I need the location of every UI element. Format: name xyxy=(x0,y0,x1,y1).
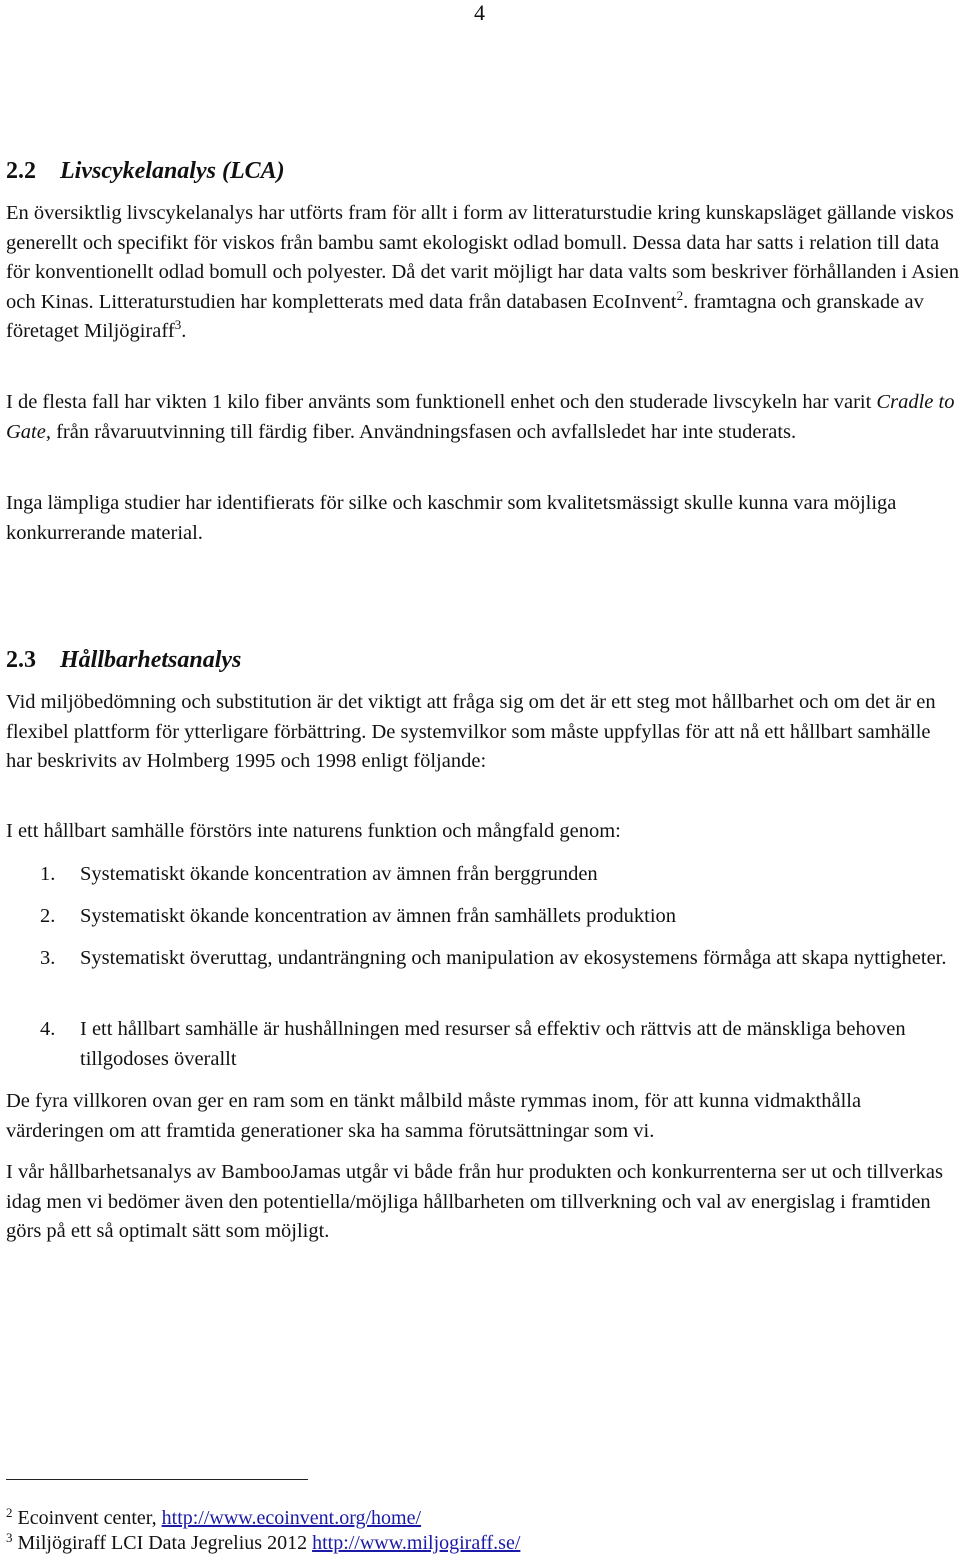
list-item xyxy=(6,1015,960,1074)
section-heading-lca xyxy=(6,156,960,186)
page-number: 4 xyxy=(474,0,485,25)
list-marker: 2. xyxy=(40,905,56,927)
list-text: I ett hållbart samhälle är hushållningen med resurser så effektiv och rättvis att de mänskliga behoven tillgodoses överallt xyxy=(80,1018,906,1070)
paragraph-text: I vår hållbarhetsanalys av BambooJamas utgår vi både från hur produkten och konkurrenterna ser ut och tillverkas idag men vi bedömer även den potentiella/möjliga hållbarheten om tillverkning och val av energislag i framtiden görs på ett så optimalt sätt som möjligt. xyxy=(6,1161,943,1242)
section-heading-sustainability xyxy=(6,645,960,675)
paragraph-sustainability-1 xyxy=(6,688,960,777)
section-title: Hållbarhetsanalys xyxy=(60,647,242,673)
paragraph-sustainability-2 xyxy=(6,817,960,847)
paragraph-lca-3 xyxy=(6,489,960,548)
footnote-ref[interactable]: 2 xyxy=(676,287,684,303)
footnote-divider xyxy=(6,1479,308,1480)
text-run: I de flesta fall har vikten 1 kilo fiber använts som funktionell enhet och den studerade livscykeln har varit xyxy=(6,391,877,413)
list-text: Systematiskt överuttag, undanträngning och manipulation av ekosystemens förmåga att skapa nyttigheter. xyxy=(80,947,947,969)
paragraph-text: Inga lämpliga studier har identifierats för silke och kaschmir som kvalitetsmässigt skulle kunna vara möjliga konkurrerande material. xyxy=(6,492,897,544)
list-text: Systematiskt ökande koncentration av ämnen från berggrunden xyxy=(80,863,598,885)
section-number: 2.2 xyxy=(6,158,36,184)
section-number: 2.3 xyxy=(6,647,36,673)
list-item xyxy=(6,860,960,890)
text-run: . xyxy=(181,320,187,342)
paragraph-text: I ett hållbart samhälle förstörs inte naturens funktion och mångfald genom: xyxy=(6,820,621,842)
list-marker: 1. xyxy=(40,863,56,885)
paragraph-sustainability-3 xyxy=(6,1087,960,1146)
paragraph-text: De fyra villkoren ovan ger en ram som en tänkt målbild måste rymmas inom, för att kunna vidmakthålla värderingen om att framtida generationer ska ha samma förutsättningar som vi. xyxy=(6,1090,862,1142)
text-run: från råvaruutvinning till färdig fiber. Användningsfasen och avfallsledet har inte studerats. xyxy=(50,420,797,443)
footnote-text: Ecoinvent center, xyxy=(12,1507,162,1529)
footnote-text: Miljögiraff LCI Data Jegrelius 2012 xyxy=(12,1532,313,1554)
list-marker: 4. xyxy=(40,1018,56,1040)
list-marker: 3. xyxy=(40,947,56,969)
italic-term: Cradle to Gate, xyxy=(6,391,955,443)
footnote-link-miljogiraff[interactable]: http://www.miljogiraff.se/ xyxy=(312,1532,521,1554)
section-lca xyxy=(6,156,960,186)
text-run: . framtagna och granskade av företaget Miljögiraff xyxy=(6,290,924,342)
footnote-mark: 2 xyxy=(6,1505,13,1520)
footnote-ref[interactable]: 3 xyxy=(174,317,182,332)
footnote-2 xyxy=(6,1506,421,1530)
section-title: Livscykelanalys (LCA) xyxy=(60,158,285,184)
text-run: En översiktlig livscykelanalys har utförts fram för allt i form av litteraturstudie kring kunskapsläget gällande viskos generellt och specifikt för viskos från bambu samt ekologiskt odlad bomull. Dessa data har satts i relation till data för konventionellt odlad bomull och polyester. Då det varit möjligt har data valts som beskriver förhållanden i Asien och Kinas. Litteraturstudien har kompletterats med data från databasen EcoInvent xyxy=(6,202,960,313)
paragraph-lca-1 xyxy=(6,199,960,347)
paragraph-lca-2 xyxy=(6,388,960,447)
paragraph-text: Vid miljöbedömning och substitution är det viktigt att fråga sig om det är ett steg mot hållbarhet och om det är en flexibel plattform för ytterligare förbättring. De systemvilkor som måste uppfyllas för att nå ett hållbart samhälle har beskrivits av Holmberg 1995 och 1998 enligt följande: xyxy=(6,691,936,772)
list-text: Systematiskt ökande koncentration av ämnen från samhällets produktion xyxy=(80,905,677,927)
list-item xyxy=(6,902,960,932)
footnote-mark: 3 xyxy=(6,1530,13,1545)
footnote-3 xyxy=(6,1531,520,1555)
section-sustainability xyxy=(6,645,960,675)
paragraph-sustainability-4 xyxy=(6,1158,960,1247)
footnote-link-ecoinvent[interactable]: http://www.ecoinvent.org/home/ xyxy=(161,1507,422,1529)
list-item xyxy=(6,944,960,974)
